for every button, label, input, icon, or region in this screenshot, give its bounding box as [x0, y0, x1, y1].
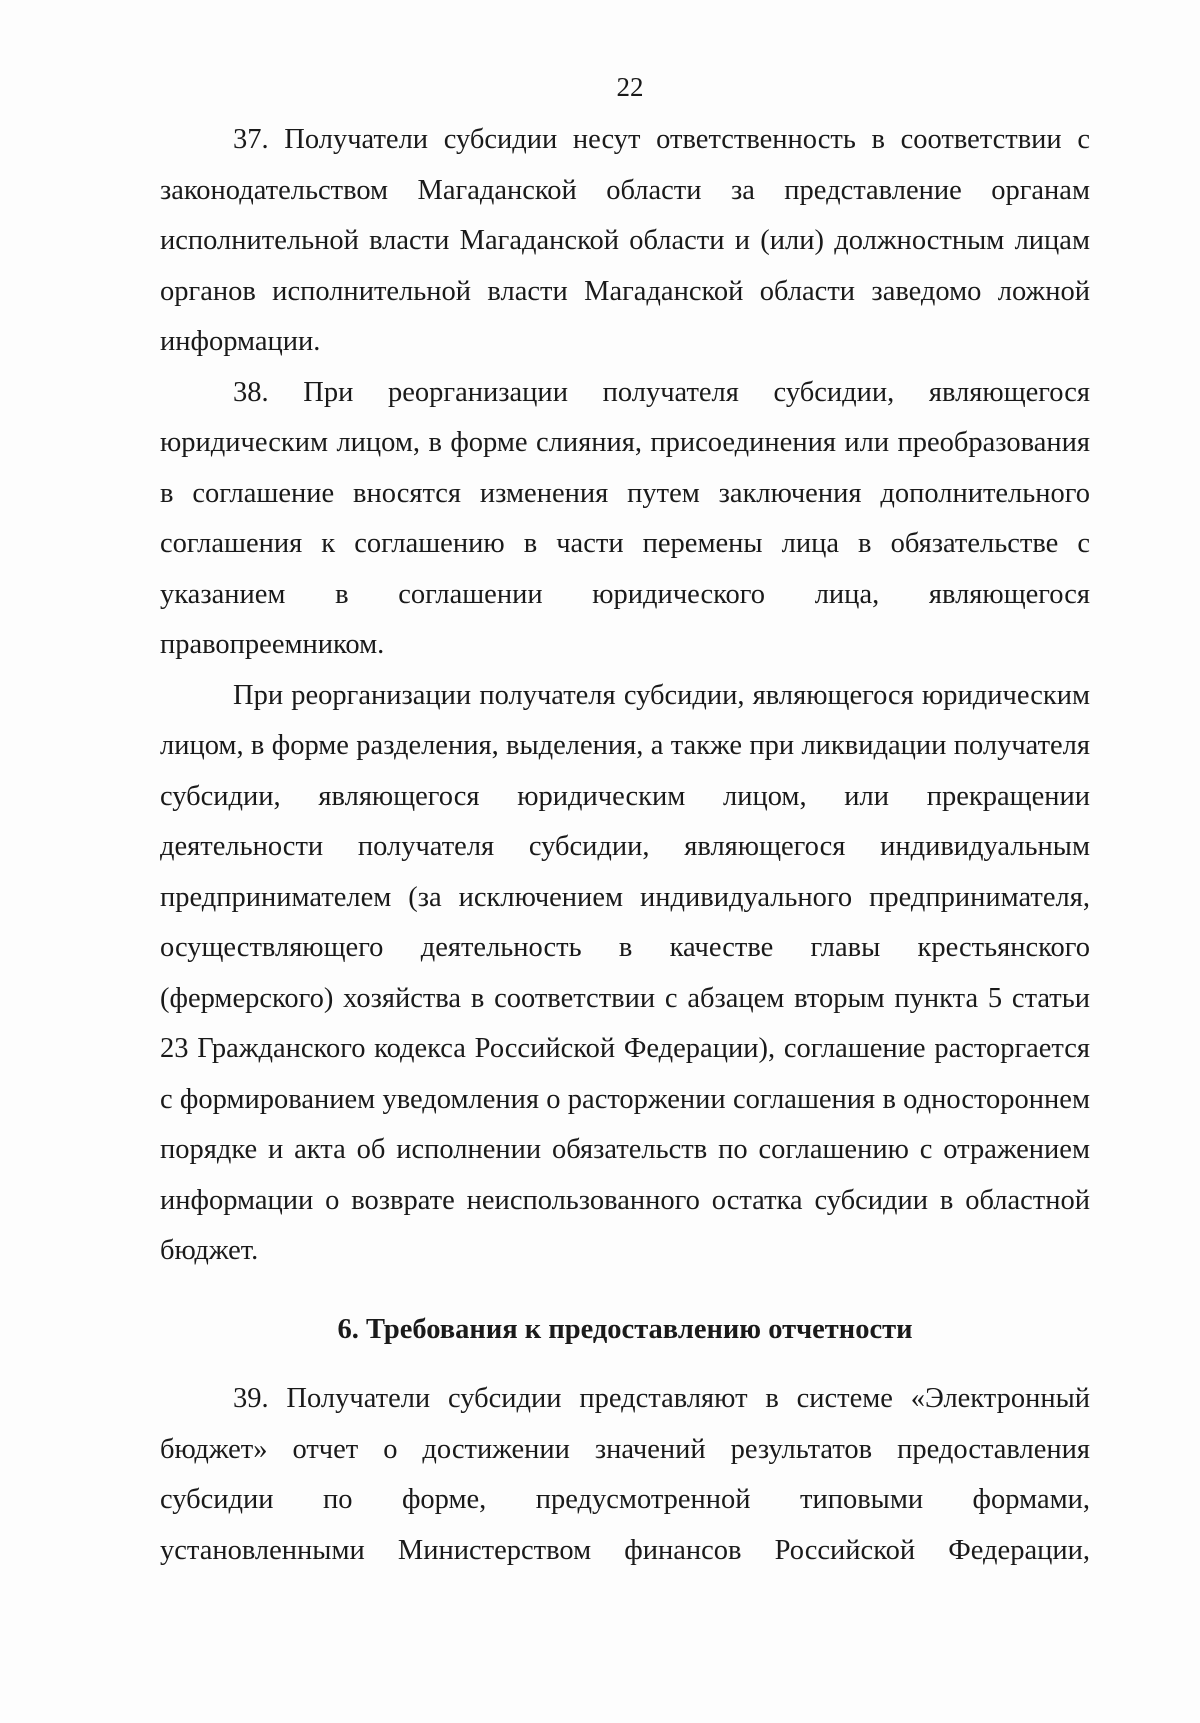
paragraph-39: 39. Получатели субсидии представляют в системе «Электронный бюджет» отчет о достижении значений результатов предоставления субсидии по форме, предусмотренной типовыми формами, установленными Министерством финансов Российской Федерации, — [160, 1383, 1090, 1566]
section-heading: 6. Требования к предоставлению отчетности — [337, 1313, 913, 1345]
paragraph-38-continued: При реорганизации получателя субсидии, являющегося юридическим лицом, в форме разделения, выделения, а также при ликвидации получателя субсидии, являющегося юридическим лицом, или прекращении деятельности получателя субсидии, являющегося индивидуальным предпринимателем (за исключением индивидуального предпринимателя, осуществляющего деятельность в качестве главы крестьянского (фермерского) хозяйства в соответствии с абзацем вторым пункта 5 статьи 23 Гражданского кодекса Российской Федерации), соглашение расторгается с формированием уведомления о расторжении соглашения в одностороннем порядке и акта об исполнении обязательств по соглашению с отражением информации о возврате неиспользованного остатка субсидии в областной бюджет. — [160, 679, 1090, 1266]
page-number: 22 — [616, 72, 644, 102]
paragraph-38: 38. При реорганизации получателя субсидии, являющегося юридическим лицом, в форме слияния, присоединения или преобразования в соглашение вносятся изменения путем заключения дополнительного соглашения к соглашению в части перемены лица в обязательстве с указанием в соглашении юридического лица, являющегося правопреемником. — [160, 376, 1090, 660]
document-body — [160, 115, 1090, 1576]
paragraph-37: 37. Получатели субсидии несут ответственность в соответствии с законодательством Магаданской области за представление органам исполнительной власти Магаданской области и (или) должностным лицам органов исполнительной власти Магаданской области заведомо ложной информации. — [160, 124, 1090, 357]
